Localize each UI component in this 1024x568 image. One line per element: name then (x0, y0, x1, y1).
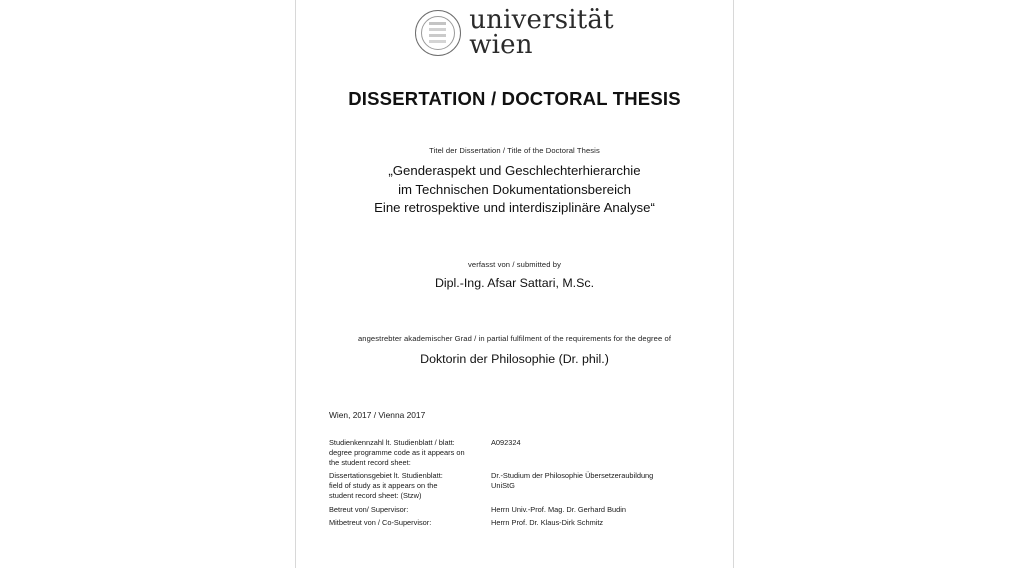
meta-value-line: Dr.-Studium der Philosophie Übersetzeraubildung (491, 471, 654, 481)
meta-key-line: student record sheet: (Stzw) (329, 491, 422, 501)
meta-key-line: Studienkennzahl lt. Studienblatt / blatt: (329, 438, 455, 447)
meta-key (329, 438, 491, 471)
document-page (296, 0, 733, 568)
table-row (329, 471, 709, 504)
table-row (329, 505, 709, 518)
meta-value (491, 471, 709, 504)
page-title: DISSERTATION / DOCTORAL THESIS (348, 88, 681, 109)
wordmark-line-1: universität (469, 5, 614, 35)
wordmark-line-2: wien (469, 29, 533, 60)
meta-value (491, 518, 709, 531)
thesis-title-label: Titel der Dissertation / Title of the Doctoral Thesis (429, 146, 600, 155)
table-row (329, 518, 709, 531)
page-gutter-left (0, 0, 296, 568)
meta-key-line: Dissertationsgebiet lt. Studienblatt: (329, 471, 443, 481)
meta-key-line: Betreut von/ Supervisor: (329, 504, 409, 514)
meta-key (329, 471, 491, 504)
meta-value-line: UniStG (491, 481, 515, 491)
page-gutter-right (733, 0, 1024, 568)
meta-value (491, 438, 709, 471)
place-and-date: Wien, 2017 / Vienna 2017 (329, 410, 426, 420)
meta-value-line: Herrn Univ.-Prof. Mag. Dr. Gerhard Budin (491, 504, 626, 514)
meta-value-line: Herrn Prof. Dr. Klaus-Dirk Schmitz (491, 517, 604, 527)
thesis-title-line: „Genderaspekt und Geschlechterhierarchie (388, 163, 641, 178)
university-logo (296, 5, 733, 60)
author-label: verfasst von / submitted by (467, 260, 562, 269)
university-wordmark (469, 5, 614, 60)
degree-section (296, 334, 733, 366)
record-sheet-table (329, 438, 709, 531)
meta-key-line: field of study as it appears on the (329, 481, 438, 491)
table-row (329, 438, 709, 471)
meta-value-line: A092324 (491, 438, 521, 447)
university-seal-icon (415, 10, 461, 56)
thesis-title-section (296, 146, 733, 218)
thesis-title-line: Eine retrospektive und interdisziplinäre Analyse“ (374, 200, 655, 216)
meta-value (491, 505, 709, 518)
meta-key-line: degree programme code as it appears on (329, 447, 465, 457)
degree-name: Doktorin der Philosophie (Dr. phil.) (420, 352, 609, 366)
degree-label: angestrebter akademischer Grad / in partial fulfilment of the requirements for the degree of (357, 334, 672, 343)
meta-key (329, 505, 491, 518)
author-section (296, 260, 733, 290)
meta-key (329, 518, 491, 531)
thesis-title-line: im Technischen Dokumentationsbereich (398, 181, 631, 197)
thesis-title (296, 162, 733, 218)
meta-key-line: Mitbetreut von / Co-Supervisor: (329, 517, 432, 527)
meta-key-line: the student record sheet: (329, 457, 411, 467)
author-name: Dipl.-Ing. Afsar Sattari, M.Sc. (434, 276, 595, 290)
